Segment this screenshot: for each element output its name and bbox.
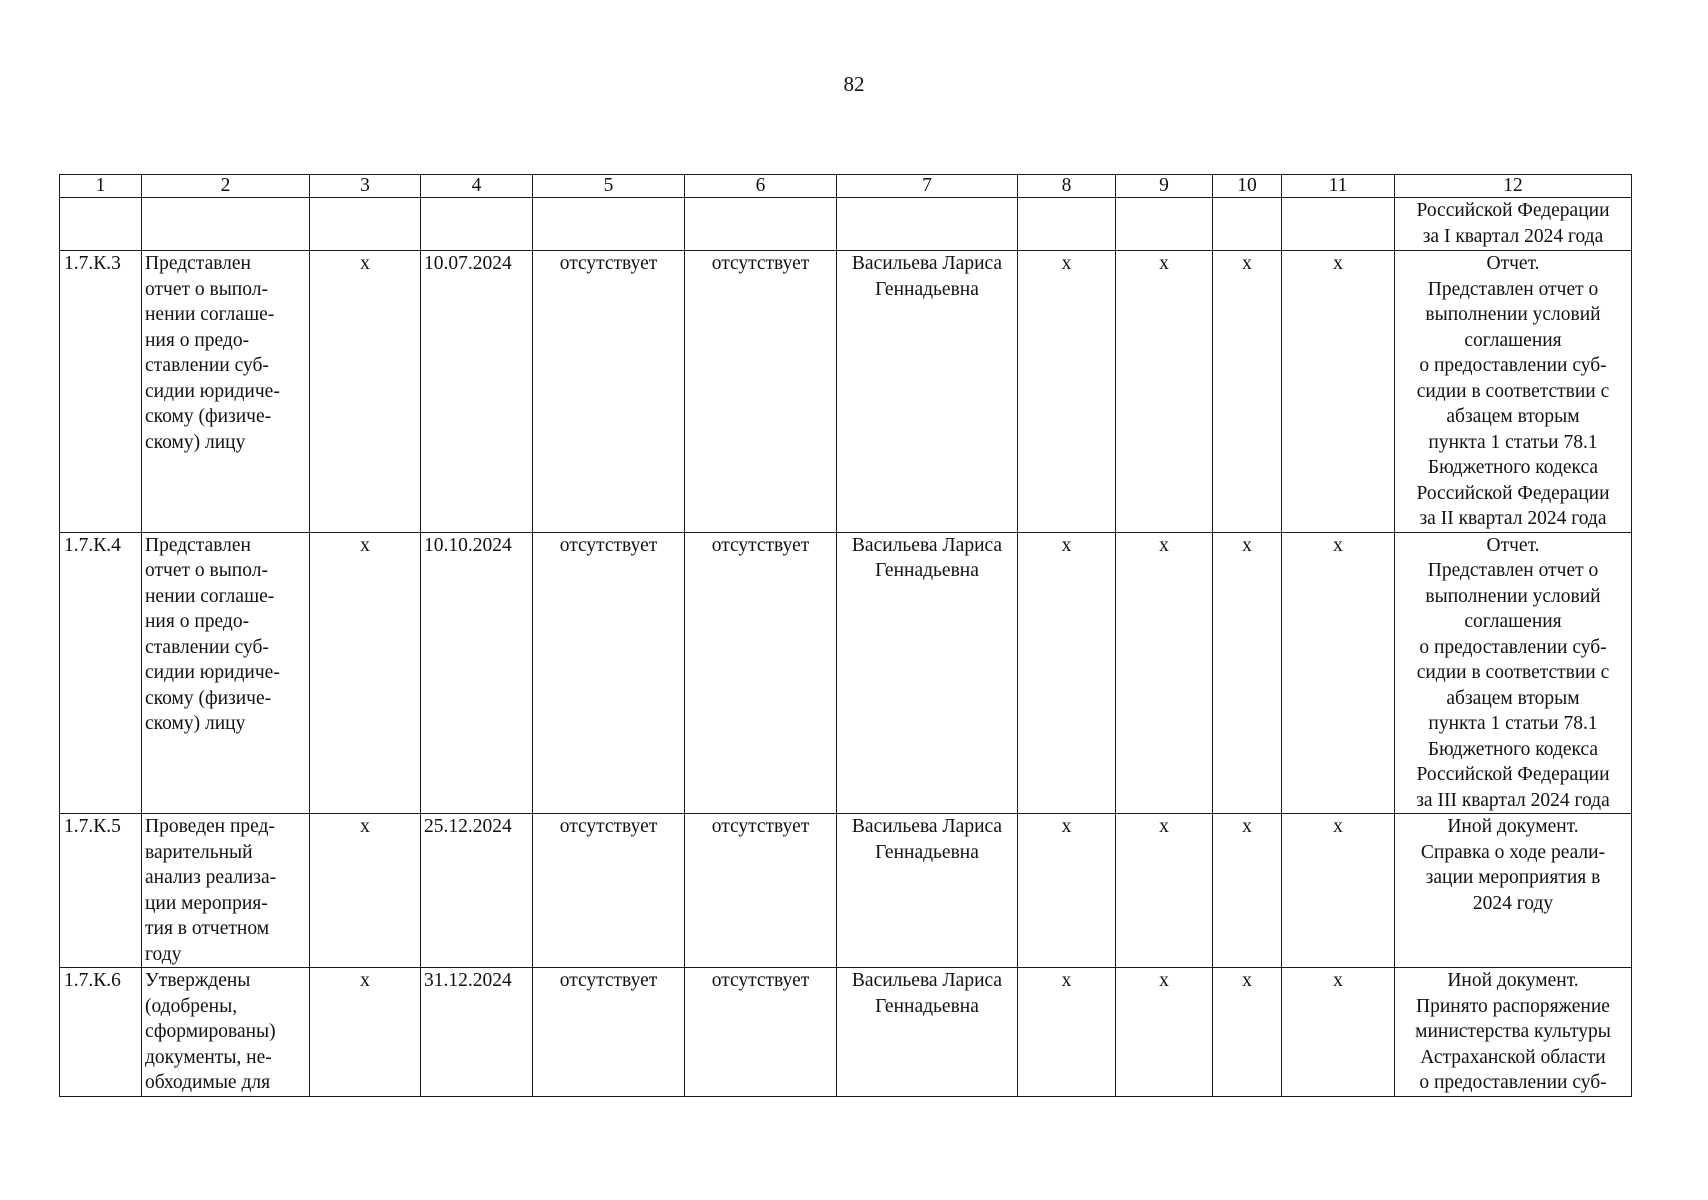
- empty-cell: [1116, 198, 1213, 251]
- column-number: 1: [60, 175, 142, 198]
- col5-cell: отсутствует: [533, 814, 685, 968]
- col9-cell: x: [1116, 814, 1213, 968]
- column-number: 10: [1213, 175, 1282, 198]
- description-cell: Проведен пред- варительный анализ реализа- ции мероприя- тия в отчетном году: [142, 814, 310, 968]
- empty-cell: [1282, 198, 1395, 251]
- responsible-cell: Васильева Лариса Геннадьевна: [837, 532, 1018, 814]
- col3-cell: x: [310, 814, 421, 968]
- empty-cell: [1018, 198, 1116, 251]
- column-number: 12: [1395, 175, 1632, 198]
- column-number: 8: [1018, 175, 1116, 198]
- description-cell: Утверждены (одобрены, сформированы) документы, не- обходимые для: [142, 968, 310, 1097]
- col6-cell: отсутствует: [685, 814, 837, 968]
- col6-cell: отсутствует: [685, 968, 837, 1097]
- col10-cell: x: [1213, 251, 1282, 533]
- date-cell: 31.12.2024: [421, 968, 533, 1097]
- empty-cell: [685, 198, 837, 251]
- item-id-cell: 1.7.К.5: [60, 814, 142, 968]
- col11-cell: x: [1282, 532, 1395, 814]
- col3-cell: x: [310, 968, 421, 1097]
- col5-cell: отсутствует: [533, 251, 685, 533]
- result-cell: Отчет. Представлен отчет о выполнении условий соглашения о предоставлении суб- сидии в соответствии с абзацем вторым пункта 1 статьи 78.1 Бюджетного кодекса Российской Федерации за II квартал 2024 года: [1395, 251, 1632, 533]
- empty-cell: [421, 198, 533, 251]
- table-row: [60, 968, 1632, 1097]
- col11-cell: x: [1282, 814, 1395, 968]
- empty-cell: [533, 198, 685, 251]
- col9-cell: x: [1116, 532, 1213, 814]
- column-number: 2: [142, 175, 310, 198]
- result-cell: Иной документ. Справка о ходе реали- зации мероприятия в 2024 году: [1395, 814, 1632, 968]
- column-number: 7: [837, 175, 1018, 198]
- col6-cell: отсутствует: [685, 251, 837, 533]
- item-id-cell: 1.7.К.3: [60, 251, 142, 533]
- col10-cell: x: [1213, 814, 1282, 968]
- responsible-cell: Васильева Лариса Геннадьевна: [837, 968, 1018, 1097]
- col5-cell: отсутствует: [533, 968, 685, 1097]
- result-cell: Иной документ. Принято распоряжение министерства культуры Астраханской области о предоставлении суб-: [1395, 968, 1632, 1097]
- page-number: 82: [843, 72, 865, 96]
- table-row-continuation: [60, 198, 1632, 251]
- item-id-cell: 1.7.К.6: [60, 968, 142, 1097]
- table-row: [60, 814, 1632, 968]
- date-cell: 10.10.2024: [421, 532, 533, 814]
- result-cell: Отчет. Представлен отчет о выполнении условий соглашения о предоставлении суб- сидии в соответствии с абзацем вторым пункта 1 статьи 78.1 Бюджетного кодекса Российской Федерации за III квартал 2024 года: [1395, 532, 1632, 814]
- item-id-cell: 1.7.К.4: [60, 532, 142, 814]
- col8-cell: x: [1018, 968, 1116, 1097]
- empty-cell: [142, 198, 310, 251]
- empty-cell: [310, 198, 421, 251]
- col10-cell: x: [1213, 532, 1282, 814]
- plan-table: [59, 174, 1632, 1097]
- empty-cell: [60, 198, 142, 251]
- col10-cell: x: [1213, 968, 1282, 1097]
- col8-cell: x: [1018, 814, 1116, 968]
- result-cell: Российской Федерации за I квартал 2024 года: [1395, 198, 1632, 251]
- responsible-cell: Васильева Лариса Геннадьевна: [837, 251, 1018, 533]
- empty-cell: [837, 198, 1018, 251]
- col6-cell: отсутствует: [685, 532, 837, 814]
- col8-cell: x: [1018, 532, 1116, 814]
- column-number: 5: [533, 175, 685, 198]
- col3-cell: x: [310, 532, 421, 814]
- column-number: 6: [685, 175, 837, 198]
- description-cell: Представлен отчет о выпол- нении соглаше- ния о предо- ставлении суб- сидии юридиче- скому (физиче- скому) лицу: [142, 251, 310, 533]
- column-number: 9: [1116, 175, 1213, 198]
- empty-cell: [1213, 198, 1282, 251]
- responsible-cell: Васильева Лариса Геннадьевна: [837, 814, 1018, 968]
- col5-cell: отсутствует: [533, 532, 685, 814]
- column-number: 4: [421, 175, 533, 198]
- col9-cell: x: [1116, 251, 1213, 533]
- col11-cell: x: [1282, 968, 1395, 1097]
- date-cell: 25.12.2024: [421, 814, 533, 968]
- col11-cell: x: [1282, 251, 1395, 533]
- column-number: 11: [1282, 175, 1395, 198]
- column-number: 3: [310, 175, 421, 198]
- col9-cell: x: [1116, 968, 1213, 1097]
- table-row: [60, 251, 1632, 533]
- col3-cell: x: [310, 251, 421, 533]
- table-header-row: [60, 175, 1632, 198]
- date-cell: 10.07.2024: [421, 251, 533, 533]
- description-cell: Представлен отчет о выпол- нении соглаше- ния о предо- ставлении суб- сидии юридиче- скому (физиче- скому) лицу: [142, 532, 310, 814]
- col8-cell: x: [1018, 251, 1116, 533]
- table-row: [60, 532, 1632, 814]
